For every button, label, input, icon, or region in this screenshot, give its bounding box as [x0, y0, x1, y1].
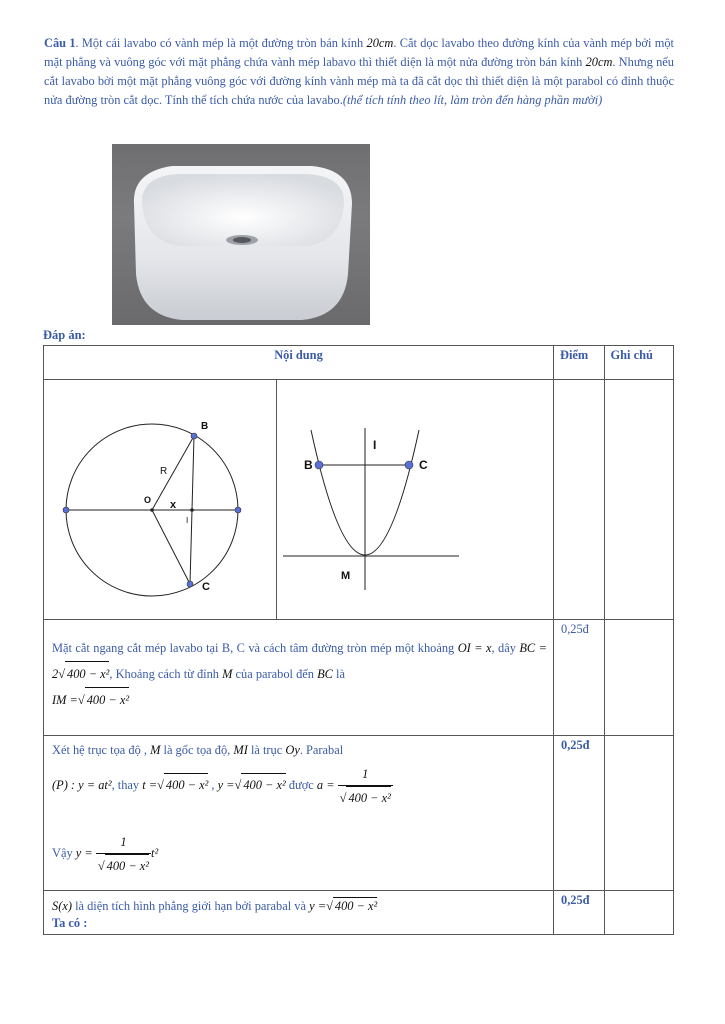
- row1-text-4: của parabol đến: [235, 667, 314, 681]
- parabola-eq: (P) : y = at²: [52, 777, 112, 792]
- t-eq: t =: [142, 777, 158, 792]
- a-denominator: 400 − x²: [346, 786, 390, 809]
- row2-vay: Vậy: [52, 845, 73, 860]
- problem-text-3: . Nhưng nếu cắt lavabo bởi một mặt phẳng vuông góc với đường kính vành mép mà ta đã cắt dọc thì thiết diện là một parabol có đỉnh thuộc nửa đường tròn cắt dọc. Tính thể tích chứa nước của lavabo.: [44, 55, 675, 107]
- a-fraction: $\frac{1}{\text{√ 400 − x²}}$: [338, 763, 393, 809]
- oy-symbol: Oy: [285, 743, 300, 757]
- t-radicand: 400 − x²: [164, 773, 208, 796]
- label-R: R: [160, 466, 168, 477]
- bc-symbol: BC: [317, 667, 333, 681]
- parabola-label-M: M: [341, 570, 351, 582]
- problem-statement: [44, 34, 674, 110]
- row1-text-1: Mặt cắt ngang cắt mép lavabo tại B, C và cách tâm đường tròn mép một khoảng: [52, 641, 455, 655]
- row3-content: S(x) là diện tích hình phẳng giới hạn bởi parabal và y =√ 400 − x² Ta có :: [44, 891, 554, 935]
- row3-note: [604, 891, 674, 935]
- row1-text-3: , Khoảng cách từ đỉnh: [109, 667, 219, 681]
- label-I: I: [186, 516, 189, 525]
- y-denominator: 400 − x²: [105, 854, 149, 877]
- row2-text-1: Xét hệ trục tọa độ ,: [52, 743, 147, 757]
- label-B: B: [201, 421, 209, 432]
- row2-text-2: là gốc tọa độ,: [163, 743, 231, 757]
- a-numerator: 1: [362, 767, 369, 781]
- sx-symbol: S(x): [52, 899, 72, 913]
- row2-text-5: , thay: [111, 777, 140, 792]
- row2-text-4: . Parabal: [299, 743, 344, 757]
- parabola-figure: [277, 380, 553, 619]
- problem-hint: (thể tích tính theo lít, làm tròn đến hàng phần mười): [342, 93, 603, 107]
- header-score: Điểm: [554, 346, 605, 380]
- header-content: Nội dung: [44, 346, 554, 380]
- label-O: O: [144, 495, 152, 505]
- row2-note: [604, 736, 674, 891]
- row1-text-2: , dây: [491, 641, 516, 655]
- label-C: C: [202, 581, 210, 593]
- header-note: Ghi chú: [604, 346, 674, 380]
- row3-y-eq: y =: [309, 899, 327, 913]
- circle-figure: [44, 380, 276, 619]
- mi-symbol: MI: [233, 743, 248, 757]
- row3-radicand: 400 − x²: [334, 899, 378, 913]
- parabola-label-B: B: [304, 458, 313, 472]
- a-eq: a =: [316, 777, 335, 792]
- im-radicand: 400 − x²: [85, 687, 129, 713]
- y-fraction: $\frac{1}{\text{√ 400 − x²}}$: [96, 831, 151, 877]
- figure-cell: [44, 380, 554, 620]
- oi-expr: OI = x: [457, 641, 492, 655]
- problem-text-1: . Một cái lavabo có vành mép là một đường tròn bán kính: [75, 36, 367, 50]
- bc-expr: BC = 2: [52, 641, 547, 681]
- problem-label: Câu 1: [44, 36, 76, 50]
- figure-score-cell: [554, 380, 605, 620]
- m-symbol: M: [222, 667, 233, 681]
- parabola-label-C: C: [419, 458, 428, 472]
- row2-text-3: là trục: [250, 743, 283, 757]
- bc-radicand: 400 − x²: [65, 661, 109, 687]
- row3-score: 0,25đ: [554, 891, 605, 935]
- y-numerator: 1: [120, 835, 127, 849]
- row3-ta-co: Ta có :: [52, 916, 88, 930]
- row3-text-1: là diện tích hình phẳng giới hạn bởi parabal và: [75, 899, 306, 913]
- y-radicand: 400 − x²: [241, 773, 285, 796]
- row1-text-5: là: [336, 667, 345, 681]
- radius-value: 20cm: [366, 36, 394, 50]
- row1-note: [604, 620, 674, 736]
- row2-content: Xét hệ trục tọa độ , M là gốc tọa độ, MI là trục Oy. Parabal (P) : y = at², thay t =√ 400 − x² , y =√ 400 − x² được a = $\frac{1}{\text{√ 400 − x²}}$ Vậy y = $\frac{1}{\text{√ 400 − x²}}$ t²: [44, 736, 554, 891]
- y-final-eq: y =: [75, 845, 93, 860]
- row1-content: Mặt cắt ngang cắt mép lavabo tại B, C và cách tâm đường tròn mép một khoảng OI = x, dây BC = 2√ 400 − x², Khoảng cách từ đỉnh M của parabol đến BC là IM =√ 400 − x²: [44, 620, 554, 736]
- solution-row-1: [44, 620, 674, 736]
- solution-row-2: [44, 736, 674, 891]
- row2-text-6: được: [288, 777, 314, 792]
- answer-table: [43, 345, 674, 935]
- row2-score: 0,25đ: [554, 736, 605, 891]
- radius-value-2: 20cm: [585, 55, 613, 69]
- label-x: x: [170, 499, 177, 511]
- lavabo-photo: [112, 144, 370, 325]
- row2-m: M: [150, 743, 161, 757]
- figure-row: [44, 380, 674, 620]
- answer-label: Đáp án:: [43, 328, 86, 342]
- problem-text-2: . Cắt dọc lavabo theo đường kính của vành mép bởi một mặt phẳng và vuông góc với mặt phẳng chứa vành mép labavo thì thiết diện là một nửa đường tròn bán kính: [44, 36, 674, 69]
- parabola-label-I: I: [373, 438, 377, 452]
- row1-score: 0,25đ: [554, 620, 605, 736]
- figure-note-cell: [604, 380, 674, 620]
- y-eq: y =: [217, 777, 235, 792]
- t-squared: t²: [151, 845, 159, 860]
- im-expr: IM =: [52, 693, 78, 707]
- solution-row-3: [44, 891, 674, 935]
- table-header-row: [44, 346, 674, 380]
- lavabo-illustration: [112, 144, 370, 325]
